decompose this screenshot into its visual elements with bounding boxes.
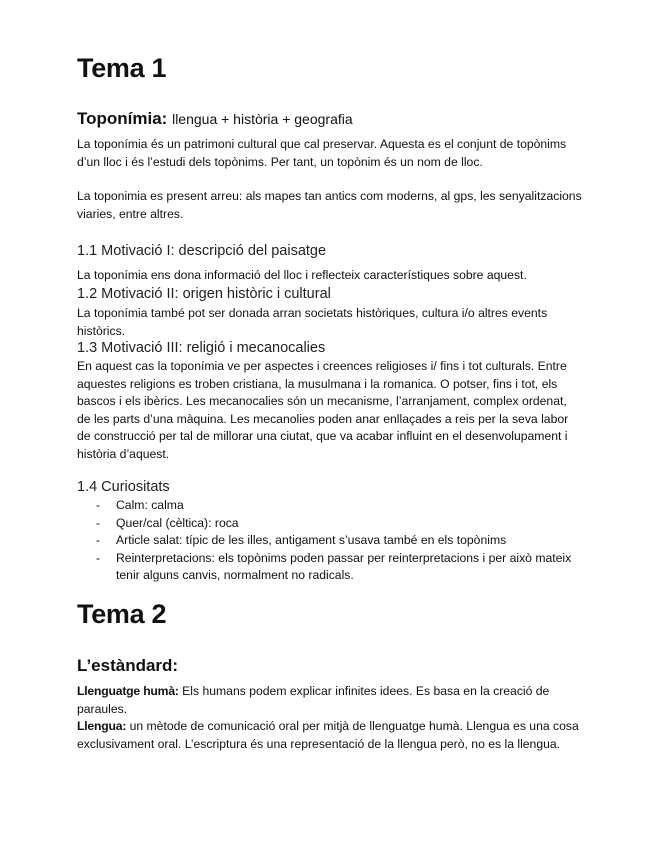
definition-text: un mètode de comunicació oral per mitjà de llenguatge humà. Llengua es una cosa exclusivament oral. L’escriptura és una representació de la llengua però, no es la llengua. <box>77 719 579 751</box>
section-1-3-text: En aquest cas la toponímia ve per aspectes i creences religioses i/ fins i tot culturals. Entre aquestes religions es troben cristiana, la musulmana i la romanica. O potser, fins i tot, els bascos i els ibèrics. Les mecanocalies són un mecanisme, l’arranjament, complex ordenat, de les parts d’una màquina. Les mecanolies poden anar enllaçades a reis per la seva labor de construcció per tal de millorar una ciutat, que va acabar influint en el desenvolupament i història d’aquest. <box>77 359 569 461</box>
section-1-2-heading: 1.2 Motivació II: origen històric i cultural <box>77 286 331 302</box>
definition-llengua <box>77 718 582 753</box>
definition-term: Llengua: <box>77 719 127 733</box>
section-1-4-heading: 1.4 Curiositats <box>77 479 170 495</box>
curiositats-list <box>77 497 582 585</box>
section-1-2-text: La toponímia també pot ser donada arran societats històriques, cultura i/o altres events històrics. <box>77 306 548 338</box>
tema1-subtitle-bold: Toponímia: <box>77 109 168 128</box>
tema1-subtitle <box>77 109 353 129</box>
list-item: - Quer/cal (cèltica): roca <box>96 515 239 530</box>
list-item: - Reinterpretacions: els topònims poden passar per reinterpretacions i per això mateix tenir alguns canvis, normalment no radicals. <box>96 550 572 582</box>
list-item: - Article salat: típic de les illes, antigament s’usava també en els topònims <box>96 533 507 547</box>
tema1-subtitle-rest: llengua + història + geografia <box>172 111 353 127</box>
definition-text: Els humans podem explicar infinites idees. Es basa en la creació de paraules. <box>77 684 550 716</box>
tema1-title: Tema 1 <box>77 53 167 83</box>
section-1-1-heading: 1.1 Motivació I: descripció del paisatge <box>77 243 327 259</box>
section-1-3-heading: 1.3 Motivació III: religió i mecanocalies <box>77 340 326 356</box>
section-1-1-text: La toponímia ens dona informació del lloc i reflecteix característiques sobre aquest. <box>77 268 527 282</box>
tema2-subtitle: L’estàndard: <box>77 656 179 675</box>
tema2-title: Tema 2 <box>77 599 167 629</box>
tema1-paragraph-1: La toponímia és un patrimoni cultural que cal preservar. Aquesta es el conjunt de topònims d’un lloc i és l’estudi dels topònims. Per tant, un topònim és un nom de lloc. <box>77 137 567 169</box>
list-item: - Calm: calma <box>96 498 184 512</box>
tema1-paragraph-2: La toponimia es present arreu: als mapes tan antics com moderns, al gps, les senyalitzacions viaries, entre altres. <box>77 189 582 221</box>
definition-llenguatge-huma <box>77 683 582 718</box>
definition-term: Llenguatge humà: <box>77 684 179 698</box>
